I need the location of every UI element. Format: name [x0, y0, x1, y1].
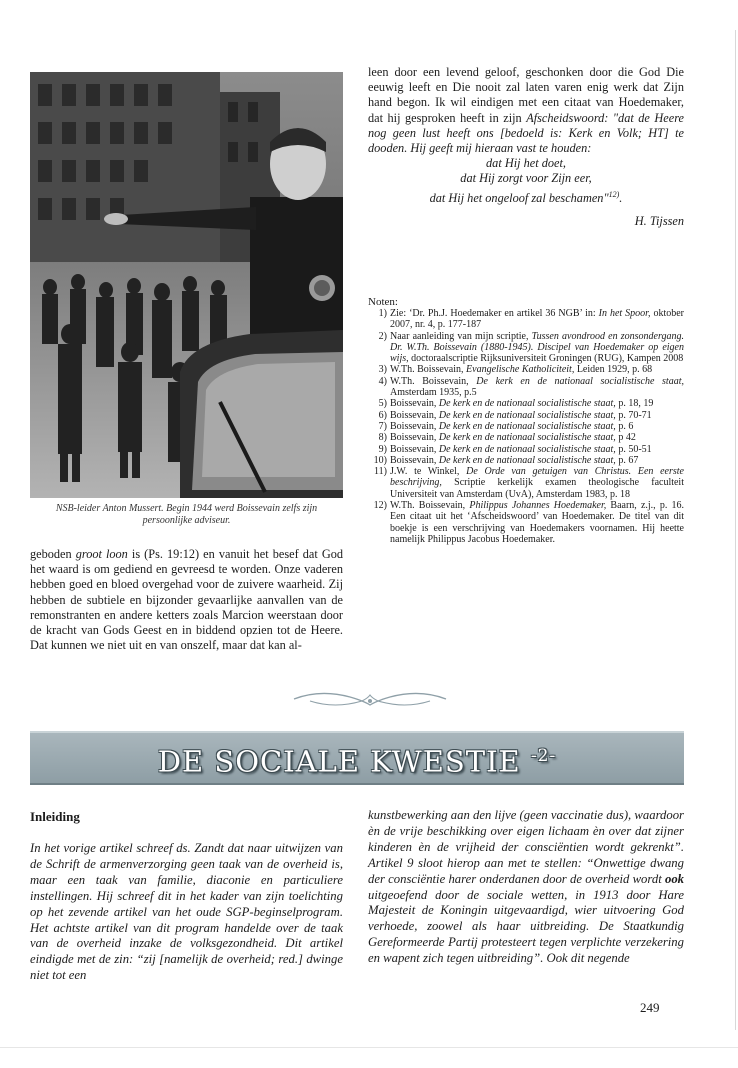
note-number: 2) [378, 330, 387, 342]
note-item [368, 500, 684, 545]
note-item [368, 308, 684, 331]
photo-illustration [30, 72, 343, 498]
note-number: 10) [373, 454, 387, 466]
note-title: De kerk en de nationaal socialistische staat, [438, 409, 616, 421]
note-item [368, 398, 684, 409]
note-text: Scriptie kerkelijk examen theologische faculteit Universiteit van Amsterdam (UvA), Amsterdam 1983, p. 18 [390, 477, 684, 500]
note-text: W.Th. Boissevain, [390, 375, 477, 387]
poem-line-3-text: dat Hij het ongeloof zal beschamen" [429, 190, 609, 205]
note-title: De Orde van getuigen van Christus. Een eerste beschrijving, [390, 466, 684, 489]
note-text: Boissevain, [390, 409, 439, 421]
note-text: doctoraalscriptie Rijksuniversiteit Groningen (RUG), Kampen 2008 [408, 353, 684, 365]
note-title: De kerk en de nationaal socialistische staat, [438, 432, 616, 444]
text-run: kunstbewerking aan den lijve (geen vaccinatie dus), waardoor èn de vrije beschikking over eigen lichaam èn over dat zijner kinderen èn de vrijheid der consciëntien wordt gekrenkt”. Artikel 9 sloot hierop aan met te stellen: “Onwettige dwang der consciëntie harer onderdanen door de overheid wordt [368, 808, 684, 886]
note-text: p. 50-51 [615, 443, 652, 455]
note-text: p 42 [615, 432, 636, 444]
note-item [368, 331, 684, 365]
page-edge-rule [735, 30, 736, 1030]
poem-line-2: dat Hij zorgt voor Zijn eer, [460, 171, 592, 186]
note-title: De kerk en de nationaal socialistische staat, [438, 454, 616, 466]
quote-emphasis: Afscheidswoord: "dat de Heere nog geen lust heeft ons [bedoeld is: Kerk en Volk; HT] te dooden. Hij geeft mij hieraan vast te houden: [368, 110, 684, 156]
note-text: p. 70-71 [615, 409, 652, 421]
note-item [368, 444, 684, 455]
notes-list [368, 308, 684, 545]
footnote-ref: 12) [608, 189, 620, 199]
note-title: De kerk en de nationaal socialistische staat, [438, 420, 616, 432]
photo-caption [30, 503, 343, 527]
caption-line-1: NSB-leider Anton Mussert. Begin 1944 werd Boissevain zelfs zijn [55, 503, 318, 514]
section-heading: Inleiding [30, 809, 80, 824]
section-continuation [368, 808, 684, 967]
note-item [368, 421, 684, 432]
text-run: leen door een levend geloof, geschonken door die God Die eeuwig leeft en Die nooit zal laten varen enig werk dat Zijn hand begon. Ik wil eindigen met een citaat van Hoedemaker, dat hij gesproken heeft in zijn [368, 65, 684, 125]
photo-mussert [30, 72, 343, 498]
note-item [368, 376, 684, 399]
banner-title-suffix: -2- [530, 746, 557, 766]
note-title: De kerk en de nationaal socialistische staat, [438, 398, 616, 410]
note-text: Zie: ‘Dr. Ph.J. Hoedemaker en artikel 36 NGB’ in: [390, 308, 599, 319]
bold-word: ook [664, 871, 684, 886]
note-title: Tussen avondrood en zonsondergang. Dr. W.Th. Boissevain (1880-1945). Discipel van Hoedemaker op eigen wijs, [390, 330, 684, 365]
note-text: W.Th. Boissevain, [390, 500, 470, 512]
note-number: 9) [378, 443, 387, 455]
note-text: Boissevain, [390, 398, 439, 410]
note-item [368, 410, 684, 421]
note-item [368, 364, 684, 375]
note-item [368, 432, 684, 443]
note-title: De kerk en de nationaal socialistische staat, [476, 375, 684, 387]
ornament-divider [290, 687, 450, 711]
text-run: uitgeoefend door de sociale wetten, in 1913 door Hare Majesteit de Koningin uitgevaardigd, wier uitvoering God verhoede, zoowel als haar uitbreiding. De Staatkundig Gereformeerde Partij protesteert tegen verplichte verzekering en wapent zich tegen uitbreiding”. Ook dit negende [368, 887, 684, 966]
note-text: Leiden 1929, p. 68 [574, 364, 653, 376]
author-signature: H. Tijssen [634, 213, 684, 228]
note-number: 7) [378, 420, 387, 432]
note-title: Evangelische Katholiciteit, [466, 364, 575, 376]
note-text: J.W. te Winkel, [390, 466, 467, 478]
note-number: 11) [374, 466, 387, 478]
note-number: 8) [378, 432, 387, 444]
note-item [368, 466, 684, 500]
banner-title [30, 734, 684, 778]
note-text: Baarn, z.j., p. 16. Een citaat uit het ‘Afscheidswoord’ van Hoedemaker. De titel van dit boekje is een verschrijving van Hoedemakers voornamen. Hij heette namelijk Philippus Jacobus Hoedemaker. [390, 500, 685, 545]
note-text: p. 18, 19 [615, 398, 654, 410]
banner-title-text: DE SOCIALE KWESTIE [157, 744, 521, 779]
note-number: 5) [378, 398, 387, 410]
note-text: Boissevain, [390, 454, 439, 466]
note-text: W.Th. Boissevain, [390, 364, 467, 376]
notes-heading: Noten: [368, 296, 398, 308]
note-text: Naar aanleiding van mijn scriptie, [390, 330, 532, 342]
text-emphasis: groot loon [75, 547, 128, 561]
note-title: Philippus Johannes Hoedemaker, [469, 500, 607, 512]
ornament-icon [290, 687, 450, 711]
note-number: 3) [378, 364, 387, 376]
note-number: 4) [378, 375, 387, 387]
note-title: De kerk en de nationaal socialistische staat, [438, 443, 616, 455]
caption-line-2: persoonlijke adviseur. [142, 515, 231, 526]
page-bottom-rule [0, 1047, 738, 1048]
note-text: Boissevain, [390, 443, 439, 455]
note-text: Boissevain, [390, 420, 439, 432]
text-run: geboden [30, 547, 76, 561]
note-text: Boissevain, [390, 432, 439, 444]
note-text: p. 6 [615, 420, 634, 432]
note-title: In het Spoor, [598, 308, 651, 319]
page-number: 249 [640, 1000, 660, 1015]
note-number: 12) [373, 500, 387, 512]
poem-line-1: dat Hij het doet, [486, 156, 566, 171]
text-run: is (Ps. 19:12) en vanuit het besef dat God het waard is om gediend en gevreesd te worden. Onze vaderen hebben goed en bloed overgehad voor de zuivere waarheid. Zij hebben de subtiele en bijzonder gevaarlijke aanvallen van de remonstranten en andere ketters zoals Marcion weerstaan door de kracht van Gods Geest en in biddend opzien tot de Heere. Dat kunnen we niet uit en van onszelf, maar dat kan al- [30, 547, 343, 653]
poem-line-3: dat Hij het ongeloof zal beschamen"$^{12)}$. [429, 189, 623, 205]
left-column-text [30, 547, 343, 653]
note-number: 1) [378, 308, 387, 319]
note-number: 6) [378, 409, 387, 421]
note-text: p. 67 [615, 454, 639, 466]
note-text: oktober 2007, nr. 4, p. 177-187 [390, 308, 684, 331]
right-column-text [368, 65, 684, 229]
note-item [368, 455, 684, 466]
note-text: Amsterdam 1935, p.5 [390, 387, 477, 399]
intro-paragraph: In het vorige artikel schreef ds. Zandt dat naar uitwijzen van de Schrift de armenverzorging geen taak van de overheid is, maar een taak van familie, diaconie en particuliere instellingen. Hij schreef dit in het kader van zijn toelichting op het zevende artikel van het oude SGP-beginselprogram. Het achtste artikel van dit program handelde over de taak van de overheid inzake de volksgezondheid. Dit artikel eindigde met de zin: “zij [namelijk de overheid; red.] dwinge niet tot een [30, 841, 343, 983]
